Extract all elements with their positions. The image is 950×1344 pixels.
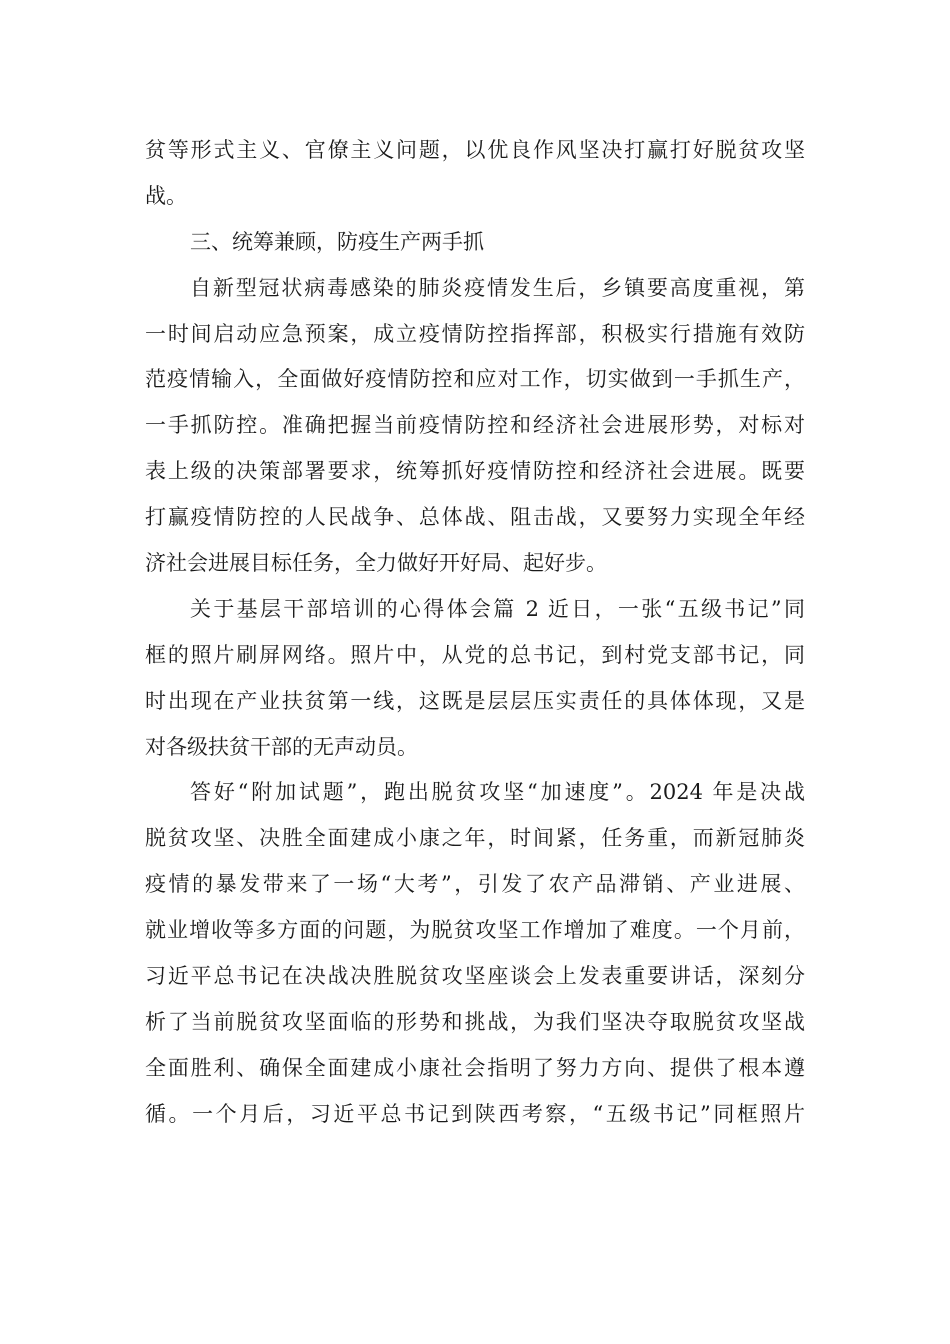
text-line: 循。一个月后，习近平总书记到陕西考察，“五级书记”同框照片	[145, 1101, 805, 1126]
text-line: 自新型冠状病毒感染的肺炎疫情发生后，乡镇要高度重视，第	[190, 275, 805, 300]
text-line: 表上级的决策部署要求，统筹抓好疫情防控和经济社会进展。既要	[145, 459, 805, 484]
text-line: 范疫情输入，全面做好疫情防控和应对工作，切实做到一手抓生产，	[145, 367, 805, 392]
text-line: 三、统筹兼顾，防疫生产两手抓	[190, 229, 484, 254]
text-line: 脱贫攻坚、决胜全面建成小康之年，时间紧，任务重，而新冠肺炎	[145, 826, 805, 851]
text-line: 一时间启动应急预案，成立疫情防控指挥部，积极实行措施有效防	[145, 321, 805, 346]
text-line: 全面胜利、确保全面建成小康社会指明了努力方向、提供了根本遵	[145, 1055, 805, 1080]
text-line: 关于基层干部培训的心得体会篇 2 近日，一张“五级书记”同	[190, 596, 805, 621]
body-text	[145, 128, 805, 1138]
text-line: 习近平总书记在决战决胜脱贫攻坚座谈会上发表重要讲话，深刻分	[145, 964, 805, 989]
text-line: 时出现在产业扶贫第一线，这既是层层压实责任的具体体现，又是	[145, 688, 805, 713]
text-line: 战。	[145, 183, 187, 208]
text-line: 济社会进展目标任务，全力做好开好局、起好步。	[145, 551, 607, 576]
text-line: 对各级扶贫干部的无声动员。	[145, 734, 418, 759]
text-line: 一手抓防控。准确把握当前疫情防控和经济社会进展形势，对标对	[145, 413, 805, 438]
text-line: 就业增收等多方面的问题，为脱贫攻坚工作增加了难度。一个月前，	[145, 918, 805, 943]
text-line: 析了当前脱贫攻坚面临的形势和挑战，为我们坚决夺取脱贫攻坚战	[145, 1009, 805, 1034]
text-line: 贫等形式主义、官僚主义问题，以优良作风坚决打赢打好脱贫攻坚	[145, 138, 805, 162]
text-line: 打赢疫情防控的人民战争、总体战、阻击战，又要努力实现全年经	[145, 505, 805, 530]
text-line: 答好“附加试题”，跑出脱贫攻坚“加速度”。2024 年是决战	[190, 780, 805, 805]
text-line: 疫情的暴发带来了一场“大考”，引发了农产品滞销、产业进展、	[145, 872, 805, 897]
text-line: 框的照片刷屏网络。照片中，从党的总书记，到村党支部书记，同	[145, 642, 805, 667]
